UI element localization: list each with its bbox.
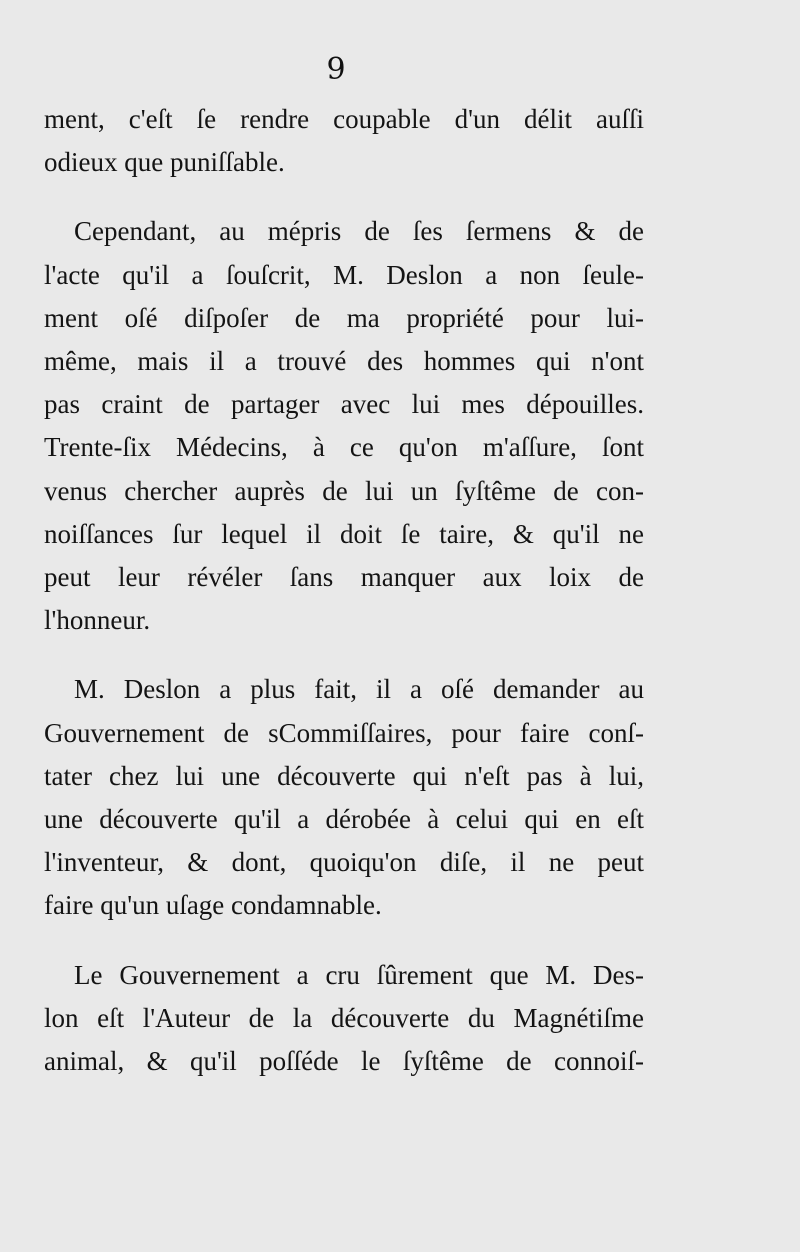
text-line: ment, c'eſt ſe rendre coupable d'un délit auſſi: [44, 104, 644, 134]
text-line: ment oſé diſpoſer de ma propriété pour lui-: [44, 302, 644, 333]
page-number: 9: [326, 52, 346, 87]
paragraph-1: [44, 98, 644, 184]
paragraph-3: [44, 668, 644, 927]
text-line: animal, & qu'il poſſéde le ſyſtême de connoiſ-: [44, 1046, 644, 1077]
text-line: l'honneur.: [44, 605, 151, 636]
text-line: noiſſances ſur lequel il doit ſe taire, & qu'il ne: [44, 518, 644, 549]
text-line: lon eſt l'Auteur de la découverte du Magnétiſme: [44, 1002, 644, 1033]
text-line: une découverte qu'il a dérobée à celui qui en eſt: [44, 804, 644, 835]
text-line: l'acte qu'il a ſouſcrit, M. Deslon a non ſeule-: [44, 259, 644, 290]
body-text: [44, 98, 644, 1083]
text-line: M. Deslon a plus fait, il a oſé demander au: [74, 674, 644, 705]
text-line: peut leur révéler ſans manquer aux loix de: [44, 562, 644, 593]
text-line: Gouvernement de sCommiſſaires, pour faire conſ-: [44, 717, 644, 748]
text-line: Trente-ſix Médecins, à ce qu'on m'aſſure, ſont: [44, 432, 644, 463]
paragraph-2: [44, 210, 644, 642]
text-line: Le Gouvernement a cru ſûrement que M. Des-: [74, 959, 644, 990]
text-line: faire qu'un uſage condamnable.: [44, 890, 382, 921]
text-line: venus chercher auprès de lui un ſyſtême de con-: [44, 475, 644, 506]
paragraph-4: [44, 954, 644, 1084]
text-line: même, mais il a trouvé des hommes qui n'ont: [44, 346, 644, 377]
text-line: Cependant, au mépris de ſes ſermens & de: [74, 216, 644, 247]
text-line: tater chez lui une découverte qui n'eſt pas à lui,: [44, 760, 644, 791]
text-line: l'inventeur, & dont, quoiqu'on diſe, il ne peut: [44, 847, 644, 878]
text-line: pas craint de partager avec lui mes dépouilles.: [44, 389, 644, 420]
text-line: odieux que puniſſable.: [44, 147, 285, 178]
